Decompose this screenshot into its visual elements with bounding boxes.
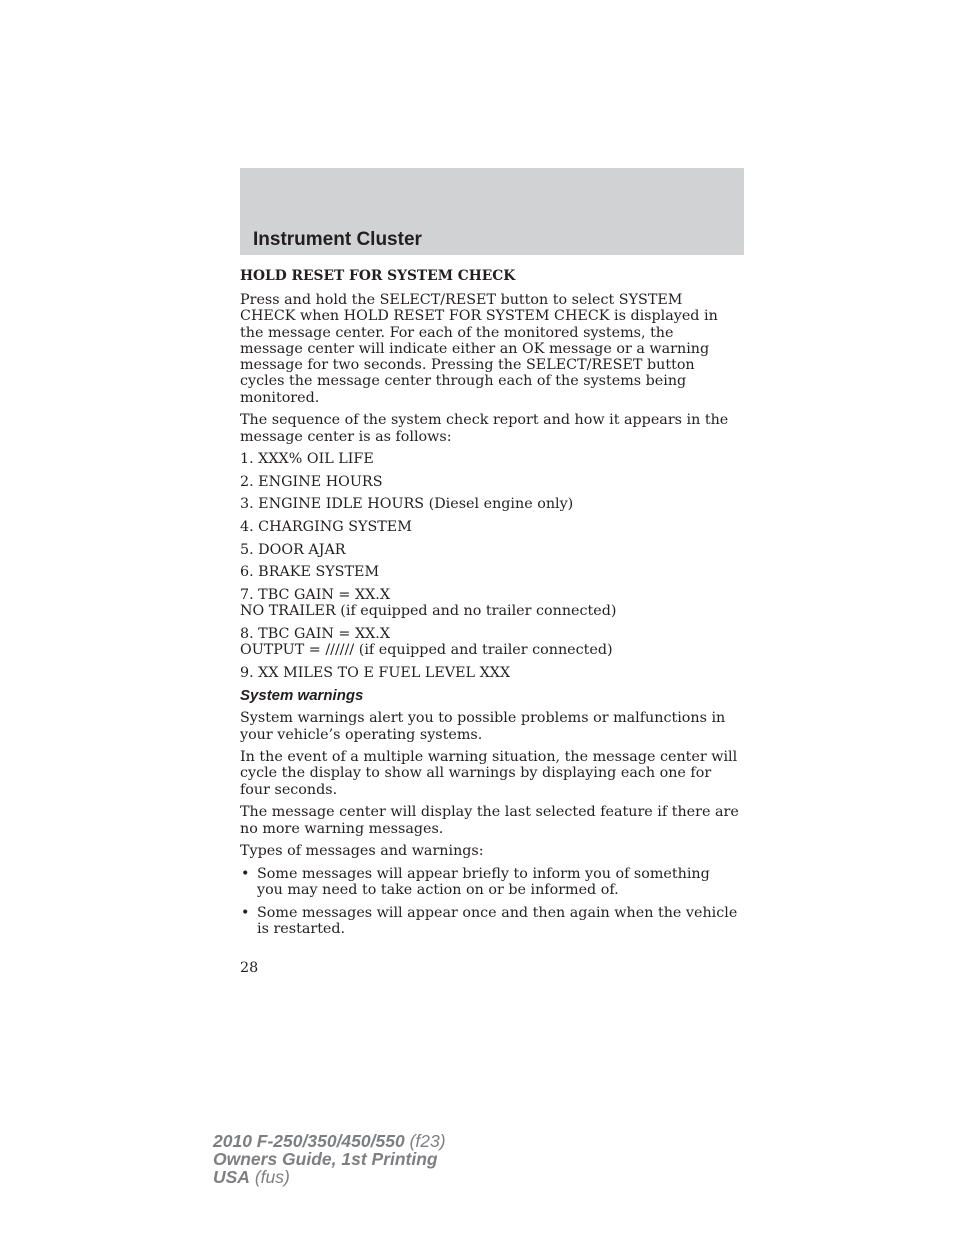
footer-line-region (213, 1168, 446, 1186)
list-item-line: 8. TBC GAIN = XX.X (240, 625, 391, 642)
page-number: 28 (240, 960, 259, 976)
message-types-list (240, 866, 740, 937)
list-item (240, 866, 740, 899)
page-content (240, 266, 740, 944)
list-item (240, 474, 740, 490)
system-check-paragraph-2: The sequence of the system check report and how it appears in the message center is as follows: (240, 412, 729, 445)
footer-model: 2010 F-250/350/450/550 (213, 1131, 405, 1151)
bullet-icon: • (241, 904, 250, 921)
section-header-band (240, 168, 744, 255)
list-item-line: 7. TBC GAIN = XX.X (240, 586, 391, 603)
warnings-paragraph-2: In the event of a multiple warning situation, the message center will cycle the display to show all warnings by displaying each one for four seconds. (240, 749, 738, 798)
footer-region-code: (fus) (249, 1167, 290, 1188)
warnings-paragraph-3: The message center will display the last selected feature if there are no more warning messages. (240, 804, 739, 837)
list-item-line: 4. CHARGING SYSTEM (240, 519, 412, 536)
list-item-line: 6. BRAKE SYSTEM (240, 564, 380, 581)
list-item-line: 2. ENGINE HOURS (240, 473, 383, 490)
list-item (240, 519, 740, 535)
footer-model-code: (f23) (404, 1131, 446, 1151)
list-item (240, 905, 740, 938)
warnings-paragraph-4: Types of messages and warnings: (240, 843, 484, 860)
footer-line-printing: Owners Guide, 1st Printing (213, 1149, 438, 1170)
list-item-line: 9. XX MILES TO E FUEL LEVEL XXX (240, 664, 511, 681)
list-item (240, 587, 740, 620)
bullet-text: Some messages will appear briefly to inform you of something you may need to take action on or be informed of. (257, 865, 710, 899)
list-item (240, 542, 740, 558)
list-item-line: 5. DOOR AJAR (240, 541, 346, 558)
list-item (240, 626, 740, 659)
document-footer (213, 1132, 446, 1187)
section-title: Instrument Cluster (253, 229, 422, 250)
bullet-text: Some messages will appear once and then again when the vehicle is restarted. (257, 904, 738, 937)
system-check-heading: HOLD RESET FOR SYSTEM CHECK (240, 268, 516, 284)
list-item (240, 564, 740, 580)
system-check-paragraph-1: Press and hold the SELECT/RESET button to select SYSTEM CHECK when HOLD RESET FOR SYSTEM CHECK is displayed in the message center. For each of the monitored systems, the message center will indicate either an OK message or a warning message for two seconds. Pressing the SELECT/RESET button cycles the message center through each of the systems being monitored. (240, 292, 718, 406)
footer-line-model (213, 1132, 446, 1150)
list-item-line: 3. ENGINE IDLE HOURS (Diesel engine only) (240, 496, 574, 513)
list-item-subline: NO TRAILER (if equipped and no trailer connected) (240, 603, 617, 620)
list-item (240, 665, 740, 681)
list-item (240, 496, 740, 512)
list-item-subline: OUTPUT = ////// (if equipped and trailer connected) (240, 642, 613, 659)
system-warnings-heading: System warnings (240, 687, 364, 705)
list-item (240, 451, 740, 467)
footer-region: USA (213, 1167, 250, 1188)
bullet-icon: • (241, 865, 250, 882)
list-item-line: 1. XXX% OIL LIFE (240, 451, 374, 468)
system-check-list (240, 451, 740, 681)
warnings-paragraph-1: System warnings alert you to possible problems or malfunctions in your vehicle’s operating systems. (240, 710, 726, 743)
